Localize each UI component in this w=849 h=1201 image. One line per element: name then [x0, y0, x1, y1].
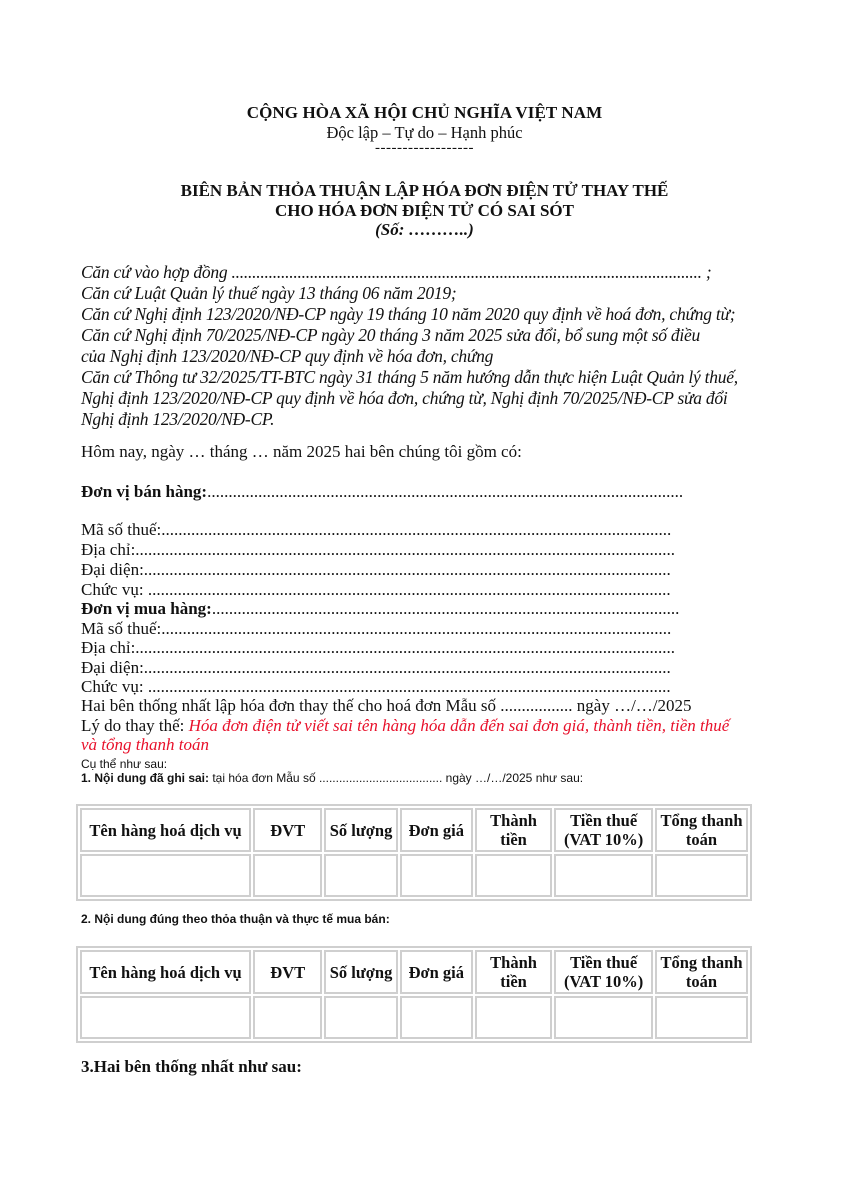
- cell-unit[interactable]: [253, 854, 322, 897]
- basis-decree-70-cont: của Nghị định 123/2020/NĐ-CP quy định về hóa đơn, chứng: [81, 346, 494, 366]
- seller-address-label: Địa chỉ:: [81, 540, 136, 559]
- document-number: (Số: ………..): [375, 220, 474, 239]
- seller-representative-field[interactable]: ............................................................................................................................: [143, 560, 671, 579]
- col-header-unit: ĐVT: [253, 950, 322, 994]
- basis-decree-123: Căn cứ Nghị định 123/2020/NĐ-CP ngày 19 tháng 10 năm 2020 quy định về hoá đơn, chứng từ;: [81, 304, 736, 324]
- seller-representative-line: [81, 560, 671, 580]
- incorrect-content-table: [76, 804, 752, 901]
- header-separator: ------------------: [375, 140, 474, 156]
- buyer-tax-code-line: [81, 619, 671, 639]
- table-row: [80, 996, 748, 1039]
- cell-amount[interactable]: [475, 996, 552, 1039]
- basis-circular-32-cont: Nghị định 123/2020/NĐ-CP quy định về hóa đơn, chứng từ, Nghị định 70/2025/NĐ-CP sửa đổi: [81, 388, 728, 408]
- buyer-representative-field[interactable]: ............................................................................................................................: [143, 658, 671, 677]
- buyer-address-field[interactable]: ...............................................................................................................................: [135, 638, 676, 657]
- buyer-representative-label: Đại diện:: [81, 658, 144, 677]
- col-header-item-name: Tên hàng hoá dịch vụ: [80, 950, 251, 994]
- seller-name-line: [81, 482, 683, 502]
- cell-item-name[interactable]: [80, 996, 251, 1039]
- document-title-line2: CHO HÓA ĐƠN ĐIỆN TỬ CÓ SAI SÓT: [275, 201, 574, 220]
- col-header-vat: Tiền thuế (VAT 10%): [554, 808, 653, 852]
- cell-item-name[interactable]: [80, 854, 251, 897]
- cell-unit-price[interactable]: [400, 996, 473, 1039]
- buyer-position-label: Chức vụ:: [81, 677, 148, 696]
- col-header-amount: Thành tiền: [475, 808, 552, 852]
- col-header-quantity: Số lượng: [324, 808, 397, 852]
- intro-line: Hôm nay, ngày … tháng … năm 2025 hai bên chúng tôi gồm có:: [81, 442, 522, 461]
- buyer-address-label: Địa chỉ:: [81, 638, 136, 657]
- col-header-item-name: Tên hàng hoá dịch vụ: [80, 808, 251, 852]
- agreement-line: Hai bên thống nhất lập hóa đơn thay thế cho hoá đơn Mẫu số ................. ngày …/…/2025: [81, 696, 692, 715]
- reason-label: Lý do thay thế:: [81, 716, 189, 735]
- seller-address-line: [81, 540, 675, 560]
- seller-tax-code-label: Mã số thuế:: [81, 520, 162, 539]
- buyer-label: Đơn vị mua hàng:: [81, 599, 212, 618]
- basis-contract: Căn cứ vào hợp đồng .................................................................................................................. ;: [81, 262, 712, 282]
- basis-decree-70: Căn cứ Nghị định 70/2025/NĐ-CP ngày 20 tháng 3 năm 2025 sửa đổi, bổ sung một số điều: [81, 325, 701, 345]
- basis-tax-law: Căn cứ Luật Quản lý thuế ngày 13 tháng 06 năm 2019;: [81, 283, 457, 303]
- reason-text-cont: và tổng thanh toán: [81, 735, 209, 754]
- table-header-row: [80, 808, 748, 852]
- seller-label: Đơn vị bán hàng:: [81, 482, 208, 501]
- basis-circular-32-end: Nghị định 123/2020/NĐ-CP.: [81, 409, 275, 429]
- nation-heading: CỘNG HÒA XÃ HỘI CHỦ NGHĨA VIỆT NAM: [246, 103, 603, 122]
- seller-tax-code-line: [81, 520, 671, 540]
- buyer-representative-line: [81, 658, 671, 678]
- buyer-name-line: [81, 599, 679, 619]
- col-header-amount: Thành tiền: [475, 950, 552, 994]
- cell-vat[interactable]: [554, 854, 653, 897]
- seller-position-field[interactable]: ...........................................................................................................................: [147, 580, 671, 599]
- section2-heading: 2. Nội dung đúng theo thỏa thuận và thực tế mua bán:: [81, 912, 390, 926]
- col-header-total: Tổng thanh toán: [655, 950, 748, 994]
- table-row: [80, 854, 748, 897]
- motto: Độc lập – Tự do – Hạnh phúc: [326, 123, 523, 142]
- col-header-unit: ĐVT: [253, 808, 322, 852]
- seller-tax-code-field[interactable]: ........................................................................................................................: [161, 520, 672, 539]
- buyer-address-line: [81, 638, 675, 658]
- buyer-position-field[interactable]: ...........................................................................................................................: [147, 677, 671, 696]
- section1-heading: [81, 771, 583, 785]
- cell-quantity[interactable]: [324, 854, 397, 897]
- buyer-position-line: [81, 677, 671, 697]
- reason-line: [81, 716, 729, 736]
- col-header-vat: Tiền thuế (VAT 10%): [554, 950, 653, 994]
- section1-text: tại hóa đơn Mẫu số ..................................... ngày …/…/2025 như sau:: [209, 771, 584, 785]
- col-header-unit-price: Đơn giá: [400, 808, 473, 852]
- section3-heading: 3.Hai bên thống nhất như sau:: [81, 1057, 302, 1076]
- section1-label: 1. Nội dung đã ghi sai:: [81, 771, 210, 785]
- seller-position-line: [81, 580, 671, 600]
- buyer-name-field[interactable]: ..............................................................................................................: [211, 599, 680, 618]
- basis-circular-32: Căn cứ Thông tư 32/2025/TT-BTC ngày 31 tháng 5 năm hướng dẫn thực hiện Luật Quản lý thuế,: [81, 367, 738, 387]
- cell-amount[interactable]: [475, 854, 552, 897]
- reason-text: Hóa đơn điện tử viết sai tên hàng hóa dẫn đến sai đơn giá, thành tiền, tiền thuế: [188, 716, 730, 735]
- buyer-tax-code-field[interactable]: ........................................................................................................................: [161, 619, 672, 638]
- seller-address-field[interactable]: ...............................................................................................................................: [135, 540, 676, 559]
- seller-representative-label: Đại diện:: [81, 560, 144, 579]
- table-header-row: [80, 950, 748, 994]
- col-header-total: Tổng thanh toán: [655, 808, 748, 852]
- details-intro: Cụ thể như sau:: [81, 757, 168, 771]
- cell-quantity[interactable]: [324, 996, 397, 1039]
- document-title-line1: BIÊN BẢN THỎA THUẬN LẬP HÓA ĐƠN ĐIỆN TỬ THAY THẾ: [180, 181, 669, 200]
- col-header-unit-price: Đơn giá: [400, 950, 473, 994]
- col-header-quantity: Số lượng: [324, 950, 397, 994]
- seller-position-label: Chức vụ:: [81, 580, 148, 599]
- cell-total[interactable]: [655, 996, 748, 1039]
- correct-content-table: [76, 946, 752, 1043]
- cell-total[interactable]: [655, 854, 748, 897]
- cell-vat[interactable]: [554, 996, 653, 1039]
- cell-unit[interactable]: [253, 996, 322, 1039]
- buyer-tax-code-label: Mã số thuế:: [81, 619, 162, 638]
- cell-unit-price[interactable]: [400, 854, 473, 897]
- seller-name-field[interactable]: ................................................................................................................: [207, 482, 684, 501]
